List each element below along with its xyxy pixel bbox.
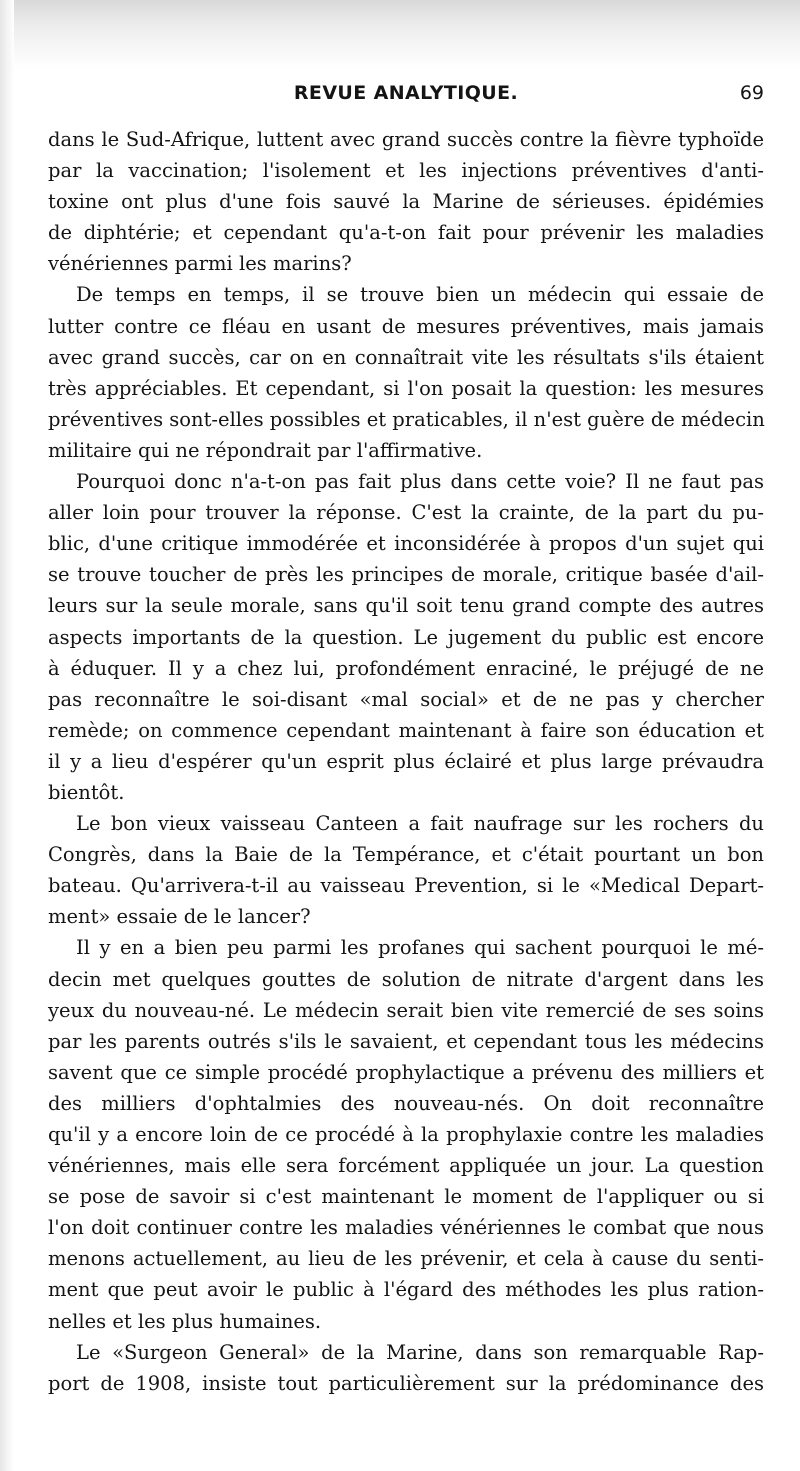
text-line: Il y en a bien peu parmi les profanes qui sachent pourquoi le mé- (76, 936, 764, 960)
text-line: nelles et les plus humaines. (48, 1309, 322, 1333)
text-line: préventives sont-elles possibles et praticables, il n'est guère de médecin (48, 407, 765, 431)
text-line: port de 1908, insiste tout particulièrement sur la prédominance des (48, 1371, 764, 1395)
text-line: se trouve toucher de près les principes de morale, critique basée d'ail- (48, 563, 764, 587)
text-line: ment que peut avoir le public à l'égard des méthodes les plus ration- (48, 1278, 764, 1302)
text-line: il y a lieu d'espérer qu'un esprit plus éclairé et plus large prévaudra (48, 749, 764, 773)
text-line: par la vaccination; l'isolement et les injections préventives d'anti- (48, 159, 764, 183)
text-line: vénériennes, mais elle sera forcément appliquée un jour. La question (48, 1154, 764, 1178)
text-line: yeux du nouveau-né. Le médecin serait bien vite remercié de ses soins (48, 998, 764, 1022)
text-line: decin met quelques gouttes de solution de nitrate d'argent dans les (48, 967, 764, 991)
text-line: aspects importants de la question. Le jugement du public est encore (48, 625, 764, 649)
text-line: se pose de savoir si c'est maintenant le moment de l'appliquer ou si (48, 1185, 764, 1209)
text-body (48, 124, 764, 1399)
text-line: qu'il y a encore loin de ce procédé à la prophylaxie contre les maladies (48, 1123, 764, 1146)
text-line: à éduquer. Il y a chez lui, profondément enraciné, le préjugé de ne (48, 656, 764, 680)
text-line: pas reconnaître le soi-disant «mal social» et de ne pas y chercher (48, 687, 764, 711)
page-header (48, 82, 764, 112)
text-line: ment» essaie de le lancer? (48, 905, 311, 929)
text-line: lutter contre ce fléau en usant de mesures préventives, mais jamais (48, 314, 764, 338)
text-line: menons actuellement, au lieu de les prévenir, et cela à cause du senti- (48, 1247, 764, 1271)
page-number: 69 (739, 82, 764, 104)
text-line: bateau. Qu'arrivera-t-il au vaisseau Prevention, si le «Medical Depart- (48, 874, 764, 898)
running-title: REVUE ANALYTIQUE. (293, 82, 519, 104)
text-line: toxine ont plus d'une fois sauvé la Marine de sérieuses. épidémies (48, 190, 764, 214)
text-line: par les parents outrés s'ils le savaient, et cependant tous les médecins (48, 1029, 764, 1053)
text-line: Congrès, dans la Baie de la Tempérance, et c'était pourtant un bon (48, 843, 764, 867)
text-line: de diphtérie; et cependant qu'a-t-on fait pour prévenir les maladies (48, 221, 764, 245)
scan-shadow-left (0, 0, 14, 1471)
text-line: bientôt. (48, 780, 125, 804)
scan-shadow-top (0, 0, 800, 70)
text-line: des milliers d'ophtalmies des nouveau-nés. On doit reconnaître (48, 1091, 764, 1115)
text-line: Le «Surgeon General» de la Marine, dans son remarquable Rap- (76, 1340, 764, 1364)
text-line: aller loin pour trouver la réponse. C'est la crainte, de la part du pu- (48, 501, 764, 525)
text-line: Le bon vieux vaisseau Canteen a fait naufrage sur les rochers du (76, 812, 764, 836)
text-line: leurs sur la seule morale, sans qu'il soit tenu grand compte des autres (48, 594, 764, 618)
text-line: dans le Sud-Afrique, luttent avec grand succès contre la fièvre typhoïde (48, 128, 764, 151)
text-line: l'on doit continuer contre les maladies vénériennes le combat que nous (48, 1216, 764, 1240)
text-line: avec grand succès, car on en connaîtrait vite les résultats s'ils étaient (48, 345, 764, 369)
text-line: militaire qui ne répondrait par l'affirmative. (48, 438, 483, 462)
text-line: savent que ce simple procédé prophylactique a prévenu des milliers et (48, 1060, 764, 1084)
text-line: blic, d'une critique immodérée et inconsidérée à propos d'un sujet qui (48, 532, 764, 556)
text-line: vénériennes parmi les marins? (48, 252, 352, 276)
text-line: remède; on commence cependant maintenant à faire son éducation et (48, 718, 764, 742)
text-line: De temps en temps, il se trouve bien un médecin qui essaie de (76, 283, 764, 307)
text-line: très appréciables. Et cependant, si l'on posait la question: les mesures (48, 376, 764, 400)
text-line: Pourquoi donc n'a-t-on pas fait plus dans cette voie? Il ne faut pas (76, 470, 764, 494)
